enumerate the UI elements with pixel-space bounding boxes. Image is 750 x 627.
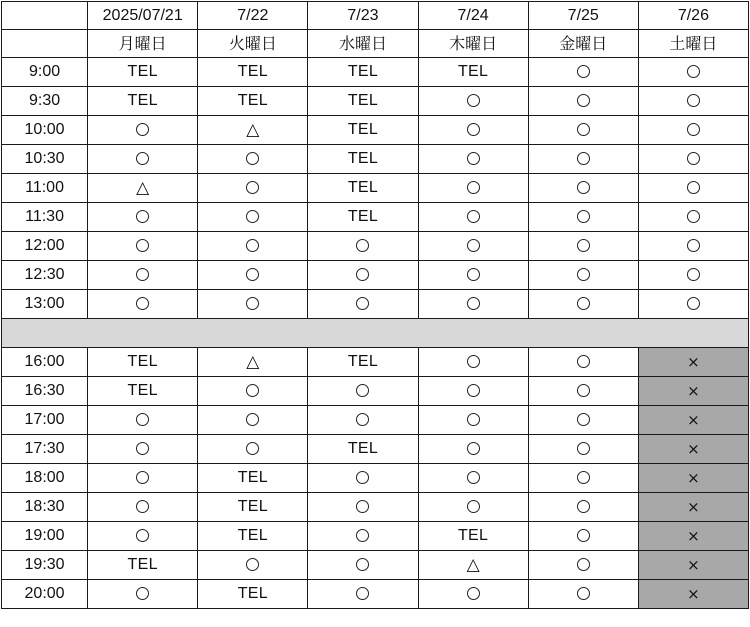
available-circle-icon	[577, 355, 590, 368]
slot-cell[interactable]	[418, 522, 528, 551]
slot-cell[interactable]	[638, 522, 748, 551]
time-label: 11:30	[2, 203, 88, 232]
available-circle-icon	[356, 413, 369, 426]
slot-cell[interactable]	[638, 203, 748, 232]
slot-cell[interactable]	[528, 116, 638, 145]
slot-cell[interactable]	[418, 203, 528, 232]
time-label: 13:00	[2, 290, 88, 319]
slot-cell[interactable]	[88, 290, 198, 319]
slot-cell[interactable]	[418, 58, 528, 87]
available-circle-icon	[467, 384, 480, 397]
slot-cell[interactable]	[638, 232, 748, 261]
slot-cell[interactable]	[528, 203, 638, 232]
available-circle-icon	[356, 239, 369, 252]
slot-cell[interactable]	[88, 435, 198, 464]
weekday-header-cell: 土曜日	[638, 30, 748, 58]
time-label: 18:00	[2, 464, 88, 493]
time-slot-row	[2, 116, 749, 145]
time-label: 12:30	[2, 261, 88, 290]
slot-cell[interactable]	[638, 58, 748, 87]
slot-cell[interactable]	[528, 493, 638, 522]
time-label: 12:00	[2, 232, 88, 261]
slot-cell[interactable]	[198, 290, 308, 319]
available-circle-icon	[577, 65, 590, 78]
available-circle-icon	[687, 123, 700, 136]
available-circle-icon	[467, 297, 480, 310]
weekday-header-cell: 月曜日	[88, 30, 198, 58]
slot-cell[interactable]	[198, 203, 308, 232]
available-circle-icon	[467, 94, 480, 107]
phone-only-label: TEL	[127, 353, 158, 370]
time-slot-row	[2, 174, 749, 203]
slot-cell[interactable]	[418, 87, 528, 116]
available-circle-icon	[356, 471, 369, 484]
available-circle-icon	[577, 587, 590, 600]
closed-cross-icon: ×	[687, 526, 700, 545]
closed-cross-icon: ×	[687, 497, 700, 516]
time-slot-row	[2, 145, 749, 174]
available-circle-icon	[577, 529, 590, 542]
slot-cell[interactable]	[528, 464, 638, 493]
closed-cross-icon: ×	[687, 584, 700, 603]
time-label: 19:00	[2, 522, 88, 551]
slot-cell[interactable]	[528, 435, 638, 464]
available-circle-icon	[246, 181, 259, 194]
slot-cell[interactable]	[418, 116, 528, 145]
available-circle-icon	[246, 442, 259, 455]
slot-cell[interactable]	[308, 435, 418, 464]
available-circle-icon	[687, 94, 700, 107]
break-separator-row	[2, 319, 749, 348]
time-slot-row	[2, 58, 749, 87]
available-circle-icon	[577, 442, 590, 455]
time-slot-row	[2, 232, 749, 261]
slot-cell[interactable]	[528, 145, 638, 174]
limited-triangle-icon: △	[246, 119, 260, 140]
slot-cell[interactable]	[638, 406, 748, 435]
date-header-cell: 7/25	[528, 2, 638, 30]
available-circle-icon	[467, 355, 480, 368]
available-circle-icon	[136, 471, 149, 484]
available-circle-icon	[467, 210, 480, 223]
available-circle-icon	[356, 268, 369, 281]
closed-cross-icon: ×	[687, 410, 700, 429]
weekday-header-cell: 水曜日	[308, 30, 418, 58]
available-circle-icon	[577, 558, 590, 571]
time-label: 20:00	[2, 580, 88, 609]
corner-cell	[2, 2, 88, 30]
phone-only-label: TEL	[457, 527, 489, 544]
available-circle-icon	[577, 297, 590, 310]
slot-cell[interactable]	[528, 522, 638, 551]
slot-cell[interactable]	[308, 290, 418, 319]
slot-cell[interactable]	[528, 377, 638, 406]
slot-cell[interactable]	[638, 377, 748, 406]
slot-cell[interactable]	[88, 232, 198, 261]
time-slot-row	[2, 580, 749, 609]
slot-cell[interactable]	[198, 435, 308, 464]
available-circle-icon	[136, 210, 149, 223]
phone-only-label: TEL	[237, 92, 268, 109]
slot-cell[interactable]	[198, 232, 308, 261]
slot-cell[interactable]	[88, 58, 198, 87]
slot-cell[interactable]	[308, 58, 418, 87]
slot-cell[interactable]	[88, 116, 198, 145]
date-header-cell: 7/24	[418, 2, 528, 30]
schedule-body	[2, 2, 749, 609]
time-slot-row	[2, 377, 749, 406]
slot-cell[interactable]	[198, 145, 308, 174]
slot-cell[interactable]	[638, 261, 748, 290]
slot-cell[interactable]	[88, 551, 198, 580]
slot-cell[interactable]	[528, 290, 638, 319]
available-circle-icon	[356, 587, 369, 600]
time-label: 17:30	[2, 435, 88, 464]
time-slot-row	[2, 435, 749, 464]
slot-cell[interactable]	[418, 406, 528, 435]
slot-cell[interactable]	[308, 551, 418, 580]
slot-cell[interactable]	[198, 174, 308, 203]
slot-cell[interactable]	[88, 580, 198, 609]
slot-cell[interactable]	[88, 464, 198, 493]
slot-cell[interactable]	[88, 261, 198, 290]
slot-cell[interactable]	[308, 203, 418, 232]
phone-only-label: TEL	[237, 498, 268, 515]
limited-triangle-icon: △	[136, 177, 150, 198]
slot-cell[interactable]	[308, 116, 418, 145]
phone-only-label: TEL	[347, 92, 379, 109]
slot-cell[interactable]	[638, 174, 748, 203]
slot-cell[interactable]	[198, 406, 308, 435]
available-circle-icon	[246, 297, 259, 310]
time-label: 10:00	[2, 116, 88, 145]
slot-cell[interactable]	[88, 348, 198, 377]
slot-cell[interactable]	[198, 58, 308, 87]
slot-cell[interactable]	[198, 551, 308, 580]
slot-cell[interactable]	[528, 348, 638, 377]
available-circle-icon	[356, 500, 369, 513]
available-circle-icon	[246, 210, 259, 223]
break-cell	[308, 319, 418, 348]
available-circle-icon	[467, 152, 480, 165]
slot-cell[interactable]	[418, 464, 528, 493]
slot-cell[interactable]	[308, 493, 418, 522]
slot-cell[interactable]	[418, 551, 528, 580]
time-label: 18:30	[2, 493, 88, 522]
slot-cell[interactable]	[308, 348, 418, 377]
slot-cell[interactable]	[528, 580, 638, 609]
slot-cell[interactable]	[528, 174, 638, 203]
date-header-cell: 7/22	[198, 2, 308, 30]
slot-cell[interactable]	[308, 377, 418, 406]
slot-cell[interactable]	[88, 493, 198, 522]
available-circle-icon	[577, 500, 590, 513]
available-circle-icon	[356, 529, 369, 542]
time-slot-row	[2, 290, 749, 319]
available-circle-icon	[356, 558, 369, 571]
slot-cell[interactable]	[418, 174, 528, 203]
slot-cell[interactable]	[198, 116, 308, 145]
available-circle-icon	[687, 181, 700, 194]
available-circle-icon	[467, 239, 480, 252]
slot-cell[interactable]	[528, 261, 638, 290]
slot-cell[interactable]	[198, 522, 308, 551]
available-circle-icon	[577, 413, 590, 426]
slot-cell[interactable]	[638, 435, 748, 464]
phone-only-label: TEL	[237, 469, 268, 486]
available-circle-icon	[467, 442, 480, 455]
slot-cell[interactable]	[308, 580, 418, 609]
slot-cell[interactable]	[418, 348, 528, 377]
available-circle-icon	[577, 239, 590, 252]
available-circle-icon	[246, 239, 259, 252]
time-slot-row	[2, 493, 749, 522]
slot-cell[interactable]	[418, 435, 528, 464]
available-circle-icon	[687, 297, 700, 310]
phone-only-label: TEL	[347, 208, 379, 225]
closed-cross-icon: ×	[687, 439, 700, 458]
slot-cell[interactable]	[198, 493, 308, 522]
slot-cell[interactable]	[198, 377, 308, 406]
phone-only-label: TEL	[237, 527, 268, 544]
available-circle-icon	[577, 181, 590, 194]
slot-cell[interactable]	[638, 493, 748, 522]
weekday-header-cell: 火曜日	[198, 30, 308, 58]
slot-cell[interactable]	[88, 87, 198, 116]
available-circle-icon	[687, 210, 700, 223]
slot-cell[interactable]	[198, 348, 308, 377]
reservation-schedule-table	[1, 1, 749, 609]
time-slot-row	[2, 261, 749, 290]
slot-cell[interactable]	[418, 261, 528, 290]
slot-cell[interactable]	[638, 580, 748, 609]
slot-cell[interactable]	[528, 58, 638, 87]
available-circle-icon	[136, 268, 149, 281]
slot-cell[interactable]	[638, 464, 748, 493]
time-slot-row	[2, 464, 749, 493]
slot-cell[interactable]	[418, 232, 528, 261]
phone-only-label: TEL	[347, 121, 379, 138]
available-circle-icon	[246, 268, 259, 281]
time-label: 11:00	[2, 174, 88, 203]
available-circle-icon	[136, 529, 149, 542]
slot-cell[interactable]	[308, 232, 418, 261]
slot-cell[interactable]	[418, 290, 528, 319]
closed-cross-icon: ×	[687, 555, 700, 574]
slot-cell[interactable]	[418, 580, 528, 609]
slot-cell[interactable]	[88, 174, 198, 203]
time-slot-row	[2, 406, 749, 435]
available-circle-icon	[467, 268, 480, 281]
available-circle-icon	[577, 123, 590, 136]
slot-cell[interactable]	[308, 406, 418, 435]
slot-cell[interactable]	[88, 406, 198, 435]
slot-cell[interactable]	[418, 145, 528, 174]
corner-cell	[2, 30, 88, 58]
date-header-cell: 7/26	[638, 2, 748, 30]
slot-cell[interactable]	[638, 551, 748, 580]
available-circle-icon	[136, 123, 149, 136]
phone-only-label: TEL	[127, 92, 158, 109]
slot-cell[interactable]	[528, 551, 638, 580]
available-circle-icon	[687, 152, 700, 165]
slot-cell[interactable]	[198, 464, 308, 493]
time-slot-row	[2, 522, 749, 551]
available-circle-icon	[136, 500, 149, 513]
available-circle-icon	[577, 384, 590, 397]
closed-cross-icon: ×	[687, 468, 700, 487]
phone-only-label: TEL	[457, 63, 489, 80]
phone-only-label: TEL	[237, 585, 268, 602]
available-circle-icon	[687, 65, 700, 78]
slot-cell[interactable]	[638, 348, 748, 377]
available-circle-icon	[467, 123, 480, 136]
slot-cell[interactable]	[198, 580, 308, 609]
closed-cross-icon: ×	[687, 352, 700, 371]
slot-cell[interactable]	[418, 493, 528, 522]
slot-cell[interactable]	[528, 87, 638, 116]
available-circle-icon	[577, 152, 590, 165]
phone-only-label: TEL	[127, 556, 158, 573]
weekday-header-row	[2, 30, 749, 58]
slot-cell[interactable]	[638, 290, 748, 319]
date-header-cell: 2025/07/21	[88, 2, 198, 30]
available-circle-icon	[577, 94, 590, 107]
slot-cell[interactable]	[638, 145, 748, 174]
slot-cell[interactable]	[198, 87, 308, 116]
slot-cell[interactable]	[308, 174, 418, 203]
phone-only-label: TEL	[127, 382, 158, 399]
slot-cell[interactable]	[88, 522, 198, 551]
break-cell	[638, 319, 748, 348]
slot-cell[interactable]	[638, 116, 748, 145]
phone-only-label: TEL	[347, 179, 379, 196]
break-cell	[418, 319, 528, 348]
time-label: 17:00	[2, 406, 88, 435]
available-circle-icon	[246, 558, 259, 571]
weekday-header-cell: 金曜日	[528, 30, 638, 58]
phone-only-label: TEL	[347, 353, 379, 370]
phone-only-label: TEL	[347, 150, 379, 167]
slot-cell[interactable]	[308, 87, 418, 116]
phone-only-label: TEL	[237, 63, 268, 80]
phone-only-label: TEL	[347, 63, 379, 80]
time-label: 10:30	[2, 145, 88, 174]
time-slot-row	[2, 551, 749, 580]
available-circle-icon	[136, 152, 149, 165]
available-circle-icon	[467, 413, 480, 426]
slot-cell[interactable]	[528, 232, 638, 261]
break-cell	[528, 319, 638, 348]
slot-cell[interactable]	[528, 406, 638, 435]
phone-only-label: TEL	[347, 440, 379, 457]
available-circle-icon	[467, 587, 480, 600]
phone-only-label: TEL	[127, 63, 158, 80]
weekday-header-cell: 木曜日	[418, 30, 528, 58]
available-circle-icon	[687, 268, 700, 281]
available-circle-icon	[136, 239, 149, 252]
available-circle-icon	[356, 384, 369, 397]
break-cell	[2, 319, 88, 348]
available-circle-icon	[246, 413, 259, 426]
time-slot-row	[2, 203, 749, 232]
time-slot-row	[2, 87, 749, 116]
available-circle-icon	[467, 181, 480, 194]
available-circle-icon	[136, 587, 149, 600]
available-circle-icon	[577, 268, 590, 281]
break-cell	[198, 319, 308, 348]
available-circle-icon	[687, 239, 700, 252]
available-circle-icon	[246, 152, 259, 165]
time-label: 19:30	[2, 551, 88, 580]
available-circle-icon	[136, 442, 149, 455]
time-label: 9:30	[2, 87, 88, 116]
date-header-row	[2, 2, 749, 30]
slot-cell[interactable]	[638, 87, 748, 116]
slot-cell[interactable]	[88, 145, 198, 174]
available-circle-icon	[136, 297, 149, 310]
slot-cell[interactable]	[308, 145, 418, 174]
slot-cell[interactable]	[88, 203, 198, 232]
slot-cell[interactable]	[308, 464, 418, 493]
available-circle-icon	[467, 500, 480, 513]
closed-cross-icon: ×	[687, 381, 700, 400]
available-circle-icon	[246, 384, 259, 397]
time-label: 9:00	[2, 58, 88, 87]
slot-cell[interactable]	[198, 261, 308, 290]
available-circle-icon	[356, 297, 369, 310]
time-label: 16:00	[2, 348, 88, 377]
slot-cell[interactable]	[88, 377, 198, 406]
slot-cell[interactable]	[418, 377, 528, 406]
slot-cell[interactable]	[308, 261, 418, 290]
time-slot-row	[2, 348, 749, 377]
break-cell	[88, 319, 198, 348]
date-header-cell: 7/23	[308, 2, 418, 30]
limited-triangle-icon: △	[466, 554, 480, 575]
available-circle-icon	[577, 210, 590, 223]
available-circle-icon	[136, 413, 149, 426]
limited-triangle-icon: △	[246, 351, 260, 372]
slot-cell[interactable]	[308, 522, 418, 551]
time-label: 16:30	[2, 377, 88, 406]
available-circle-icon	[467, 471, 480, 484]
available-circle-icon	[577, 471, 590, 484]
